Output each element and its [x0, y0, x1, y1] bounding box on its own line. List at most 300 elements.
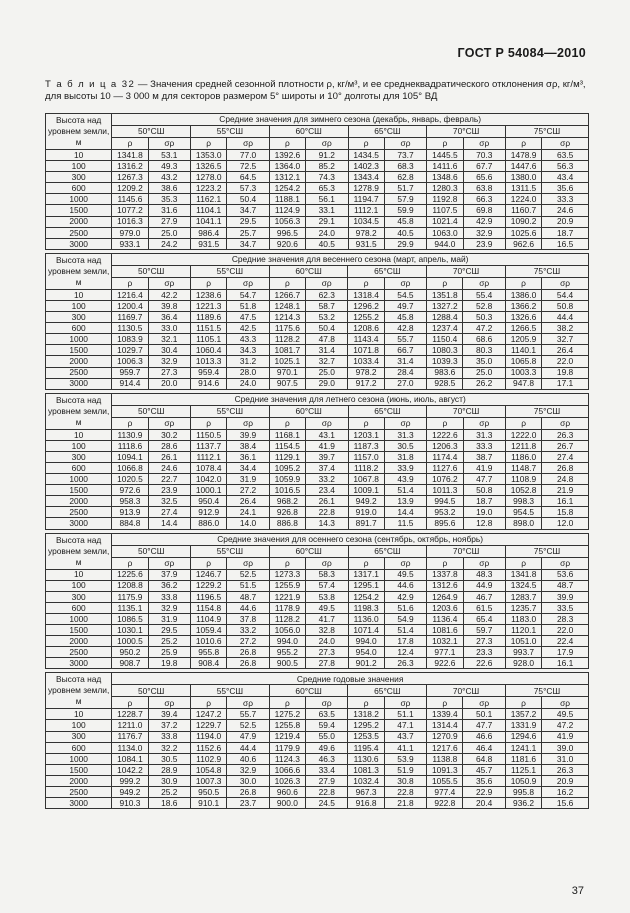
rho-value: 1078.4	[191, 462, 227, 473]
sigma-value: 31.6	[148, 205, 190, 216]
rho-value: 1221.9	[269, 591, 305, 602]
rho-value: 1077.2	[112, 205, 148, 216]
rho-value: 1112.1	[191, 451, 227, 462]
sigma-value: 26.3	[542, 429, 589, 440]
rho-value: 1221.3	[191, 300, 227, 311]
height-value: 2500	[46, 367, 112, 378]
season-title: Средние годовые значения	[112, 673, 589, 685]
latitude-header: 75°СШ	[505, 265, 588, 277]
latitude-header: 60°СШ	[269, 545, 348, 557]
rho-value: 977.4	[427, 787, 463, 798]
sigma-value: 34.4	[227, 462, 269, 473]
sigma-value: 49.7	[384, 300, 426, 311]
sigma-value: 19.8	[148, 658, 190, 669]
sigma-value: 27.9	[148, 216, 190, 227]
rho-header: ρ	[112, 697, 148, 709]
rho-value: 907.5	[269, 378, 305, 389]
sigma-value: 45.8	[384, 312, 426, 323]
height-value: 600	[46, 602, 112, 613]
sigma-value: 42.8	[384, 323, 426, 334]
sigma-value: 43.1	[306, 429, 348, 440]
rho-value: 886.0	[191, 518, 227, 529]
rho-value: 1104.1	[191, 205, 227, 216]
rho-value: 1478.9	[505, 150, 541, 161]
rho-value: 1229.2	[191, 580, 227, 591]
sigma-value: 52.5	[227, 569, 269, 580]
sigma-value: 45.7	[463, 764, 505, 775]
sigma-header: σρ	[384, 138, 426, 150]
rho-value: 978.2	[348, 367, 384, 378]
sigma-value: 32.7	[542, 334, 589, 345]
rho-value: 1288.4	[427, 312, 463, 323]
sigma-value: 29.0	[305, 378, 347, 389]
table-row	[46, 161, 589, 172]
sigma-value: 32.9	[463, 227, 505, 238]
sigma-value: 32.1	[148, 334, 190, 345]
table-row	[46, 636, 589, 647]
rho-value: 928.0	[505, 658, 541, 669]
rho-value: 1266.7	[269, 289, 305, 300]
sigma-value: 80.3	[463, 345, 505, 356]
sigma-value: 48.7	[227, 591, 269, 602]
sigma-value: 57.9	[384, 194, 426, 205]
rho-value: 1214.3	[269, 312, 305, 323]
sigma-value: 57.3	[227, 183, 269, 194]
rho-value: 978.2	[348, 227, 384, 238]
sigma-value: 28.9	[148, 764, 190, 775]
sigma-value: 44.6	[384, 580, 426, 591]
table-row	[46, 238, 589, 249]
rho-value: 1203.1	[348, 429, 384, 440]
rho-value: 1318.4	[348, 289, 384, 300]
latitude-header: 70°СШ	[427, 685, 506, 697]
sigma-value: 42.9	[463, 216, 505, 227]
rho-header: ρ	[191, 138, 227, 150]
rho-value: 936.2	[505, 798, 541, 809]
height-value: 300	[46, 172, 112, 183]
sigma-value: 64.8	[463, 753, 505, 764]
sigma-value: 15.6	[542, 798, 589, 809]
height-column-header: Высота над уровнем земли, м	[46, 673, 112, 709]
table-row	[46, 518, 589, 529]
sigma-value: 31.4	[384, 356, 426, 367]
rho-value: 999.2	[112, 775, 148, 786]
sigma-value: 30.2	[148, 429, 190, 440]
sigma-value: 27.8	[306, 658, 348, 669]
sigma-value: 30.8	[384, 775, 426, 786]
table-row	[46, 462, 589, 473]
table-row	[46, 323, 589, 334]
latitude-header: 60°СШ	[269, 405, 348, 417]
sigma-value: 54.9	[384, 613, 426, 624]
sigma-value: 74.3	[306, 172, 348, 183]
rho-value: 1150.4	[427, 334, 463, 345]
sigma-header: σρ	[148, 557, 190, 569]
rho-value: 920.6	[269, 238, 305, 249]
table-row	[46, 312, 589, 323]
sigma-value: 18.7	[542, 227, 589, 238]
sigma-value: 20.0	[148, 378, 190, 389]
rho-value: 1169.7	[112, 312, 148, 323]
sigma-value: 52.5	[227, 720, 269, 731]
sigma-value: 25.2	[148, 787, 190, 798]
latitude-header: 50°СШ	[112, 126, 191, 138]
sigma-value: 18.6	[148, 798, 190, 809]
sigma-value: 58.7	[305, 300, 347, 311]
sigma-header: σρ	[227, 697, 269, 709]
latitude-header: 75°СШ	[505, 685, 588, 697]
sigma-header: σρ	[542, 277, 589, 289]
sigma-value: 25.0	[148, 227, 190, 238]
rho-value: 1026.3	[269, 775, 305, 786]
sigma-value: 14.3	[306, 518, 348, 529]
sigma-value: 31.9	[148, 613, 190, 624]
sigma-value: 33.8	[148, 731, 190, 742]
height-value: 2000	[46, 496, 112, 507]
rho-value: 972.6	[112, 485, 148, 496]
rho-value: 1216.4	[112, 289, 148, 300]
latitude-header: 65°СШ	[348, 126, 427, 138]
sigma-value: 42.9	[384, 591, 426, 602]
sigma-value: 39.9	[227, 429, 269, 440]
rho-value: 1174.4	[427, 451, 463, 462]
sigma-value: 24.6	[148, 462, 190, 473]
rho-value: 1195.4	[348, 742, 384, 753]
rho-value: 1273.3	[269, 569, 305, 580]
rho-header: ρ	[112, 277, 148, 289]
sigma-value: 55.7	[384, 334, 426, 345]
sigma-value: 25.9	[148, 647, 190, 658]
rho-value: 1137.7	[191, 440, 227, 451]
sigma-header: σρ	[148, 138, 190, 150]
sigma-value: 64.5	[227, 172, 269, 183]
rho-value: 900.0	[269, 798, 305, 809]
sigma-header: σρ	[306, 417, 348, 429]
sigma-value: 32.7	[305, 356, 347, 367]
rho-value: 949.2	[112, 787, 148, 798]
height-value: 300	[46, 451, 112, 462]
sigma-header: σρ	[542, 138, 589, 150]
rho-value: 1052.8	[505, 485, 541, 496]
rho-value: 959.7	[112, 367, 148, 378]
table-row	[46, 658, 589, 669]
rho-value: 1181.6	[505, 753, 541, 764]
rho-value: 1203.6	[427, 602, 463, 613]
sigma-value: 37.8	[227, 613, 269, 624]
sigma-value: 33.0	[148, 323, 190, 334]
sigma-value: 50.4	[305, 323, 347, 334]
sigma-value: 50.8	[463, 485, 505, 496]
sigma-header: σρ	[227, 557, 269, 569]
sigma-value: 34.7	[227, 205, 269, 216]
rho-header: ρ	[112, 417, 148, 429]
height-value: 600	[46, 323, 112, 334]
rho-value: 986.4	[191, 227, 227, 238]
rho-value: 933.1	[112, 238, 148, 249]
rho-value: 1337.8	[427, 569, 463, 580]
rho-value: 1339.4	[427, 709, 463, 720]
latitude-header: 70°СШ	[427, 265, 506, 277]
rho-value: 1411.6	[427, 161, 463, 172]
table-caption	[45, 79, 590, 103]
rho-value: 993.7	[505, 647, 541, 658]
sigma-value: 40.5	[306, 238, 348, 249]
rho-value: 1331.9	[505, 720, 541, 731]
sigma-header: σρ	[148, 697, 190, 709]
sigma-value: 51.8	[227, 300, 269, 311]
rho-value: 1351.8	[427, 289, 463, 300]
sigma-value: 63.5	[306, 709, 348, 720]
sigma-value: 49.3	[148, 161, 190, 172]
sigma-value: 50.4	[227, 194, 269, 205]
latitude-header: 60°СШ	[269, 126, 348, 138]
sigma-value: 31.2	[227, 356, 269, 367]
rho-value: 1007.3	[191, 775, 227, 786]
rho-value: 912.9	[191, 507, 227, 518]
sigma-value: 17.1	[542, 378, 589, 389]
rho-value: 1059.4	[191, 625, 227, 636]
rho-header: ρ	[191, 417, 227, 429]
rho-value: 1187.3	[348, 440, 384, 451]
rho-header: ρ	[191, 557, 227, 569]
sigma-header: σρ	[384, 557, 426, 569]
latitude-header: 75°СШ	[505, 126, 588, 138]
table-row	[46, 569, 589, 580]
rho-value: 1157.0	[348, 451, 384, 462]
rho-value: 950.2	[112, 647, 148, 658]
rho-header: ρ	[427, 697, 463, 709]
sigma-value: 27.0	[384, 378, 426, 389]
rho-value: 928.5	[427, 378, 463, 389]
sigma-value: 27.2	[227, 485, 269, 496]
height-value: 2500	[46, 227, 112, 238]
table-row	[46, 602, 589, 613]
height-value: 10	[46, 569, 112, 580]
sigma-value: 61.5	[463, 602, 505, 613]
rho-value: 1211.8	[505, 440, 541, 451]
sigma-value: 30.5	[384, 440, 426, 451]
rho-value: 900.5	[269, 658, 305, 669]
rho-value: 1006.3	[112, 356, 148, 367]
sigma-value: 17.8	[384, 636, 426, 647]
rho-header: ρ	[505, 277, 541, 289]
season-table	[45, 113, 589, 250]
rho-value: 1364.0	[269, 161, 305, 172]
sigma-value: 26.7	[542, 440, 589, 451]
latitude-header: 60°СШ	[269, 685, 348, 697]
rho-value: 1056.0	[269, 625, 305, 636]
rho-value: 926.8	[269, 507, 305, 518]
rho-value: 1050.9	[505, 775, 541, 786]
rho-header: ρ	[191, 277, 227, 289]
rho-value: 1013.3	[191, 356, 227, 367]
sigma-value: 59.9	[384, 205, 426, 216]
rho-value: 1168.1	[269, 429, 305, 440]
sigma-value: 51.7	[384, 183, 426, 194]
rho-value: 1042.2	[112, 764, 148, 775]
table-row	[46, 775, 589, 786]
rho-header: ρ	[348, 557, 384, 569]
rho-value: 1247.2	[191, 709, 227, 720]
rho-value: 1353.0	[191, 150, 227, 161]
rho-value: 983.6	[427, 367, 463, 378]
sigma-value: 22.8	[384, 787, 426, 798]
sigma-value: 47.7	[463, 474, 505, 485]
sigma-value: 28.0	[227, 367, 269, 378]
rho-value: 1162.1	[191, 194, 227, 205]
sigma-value: 51.9	[384, 764, 426, 775]
rho-value: 1020.5	[112, 474, 148, 485]
sigma-value: 38.2	[542, 323, 589, 334]
sigma-value: 12.8	[463, 518, 505, 529]
rho-value: 1267.3	[112, 172, 148, 183]
height-column-header: Высота над уровнем земли, м	[46, 533, 112, 569]
rho-value: 1091.3	[427, 764, 463, 775]
rho-value: 1129.1	[269, 451, 305, 462]
table-row	[46, 150, 589, 161]
rho-value: 1324.5	[505, 580, 541, 591]
sigma-value: 30.9	[148, 775, 190, 786]
rho-value: 1051.0	[505, 636, 541, 647]
height-value: 10	[46, 289, 112, 300]
rho-value: 1000.1	[191, 485, 227, 496]
rho-value: 950.4	[191, 496, 227, 507]
height-value: 3000	[46, 518, 112, 529]
sigma-value: 39.0	[542, 742, 589, 753]
sigma-value: 47.1	[384, 720, 426, 731]
table-row	[46, 647, 589, 658]
sigma-value: 33.3	[463, 440, 505, 451]
height-column-header: Высота над уровнем земли, м	[46, 114, 112, 150]
rho-value: 916.8	[348, 798, 384, 809]
sigma-value: 19.8	[542, 367, 589, 378]
sigma-value: 31.4	[305, 345, 347, 356]
rho-value: 1175.6	[269, 323, 305, 334]
sigma-value: 22.7	[148, 474, 190, 485]
rho-value: 1083.9	[112, 334, 148, 345]
table-row	[46, 429, 589, 440]
sigma-value: 48.7	[542, 580, 589, 591]
sigma-value: 54.5	[384, 289, 426, 300]
sigma-value: 16.1	[542, 496, 589, 507]
sigma-value: 26.3	[384, 658, 426, 669]
sigma-value: 59.7	[463, 625, 505, 636]
sigma-value: 20.9	[542, 775, 589, 786]
page-number: 37	[571, 885, 584, 897]
sigma-value: 53.2	[305, 312, 347, 323]
rho-value: 1183.0	[505, 613, 541, 624]
rho-value: 886.8	[269, 518, 305, 529]
sigma-value: 31.0	[542, 753, 589, 764]
sigma-value: 56.3	[542, 161, 589, 172]
table-row	[46, 474, 589, 485]
sigma-value: 27.4	[148, 507, 190, 518]
rho-value: 1084.1	[112, 753, 148, 764]
sigma-value: 32.8	[306, 625, 348, 636]
table-row	[46, 507, 589, 518]
height-value: 300	[46, 591, 112, 602]
rho-value: 994.0	[269, 636, 305, 647]
table-row	[46, 485, 589, 496]
rho-header: ρ	[348, 138, 384, 150]
rho-value: 960.6	[269, 787, 305, 798]
rho-value: 1039.3	[427, 356, 463, 367]
rho-value: 931.5	[191, 238, 227, 249]
height-value: 2500	[46, 787, 112, 798]
rho-header: ρ	[269, 138, 305, 150]
table-row	[46, 580, 589, 591]
sigma-value: 35.6	[542, 183, 589, 194]
sigma-value: 41.9	[306, 440, 348, 451]
rho-value: 1025.1	[269, 356, 305, 367]
sigma-value: 42.2	[148, 289, 190, 300]
sigma-value: 16.1	[542, 658, 589, 669]
height-value: 2500	[46, 507, 112, 518]
rho-value: 1253.5	[348, 731, 384, 742]
sigma-value: 31.8	[384, 451, 426, 462]
rho-header: ρ	[112, 557, 148, 569]
sigma-value: 43.3	[227, 334, 269, 345]
sigma-value: 18.7	[463, 496, 505, 507]
sigma-value: 47.2	[463, 323, 505, 334]
height-value: 2000	[46, 216, 112, 227]
rho-value: 1016.3	[112, 216, 148, 227]
sigma-value: 77.0	[227, 150, 269, 161]
rho-value: 1225.6	[112, 569, 148, 580]
sigma-value: 27.3	[306, 647, 348, 658]
rho-header: ρ	[269, 417, 305, 429]
sigma-value: 26.8	[542, 462, 589, 473]
rho-value: 1254.2	[269, 183, 305, 194]
sigma-value: 26.8	[227, 658, 269, 669]
table-row	[46, 591, 589, 602]
height-value: 3000	[46, 798, 112, 809]
rho-value: 1343.4	[348, 172, 384, 183]
rho-value: 1283.7	[505, 591, 541, 602]
rho-value: 1066.8	[112, 462, 148, 473]
rho-value: 1228.7	[112, 709, 148, 720]
season-table	[45, 533, 589, 670]
rho-value: 1275.2	[269, 709, 305, 720]
sigma-value: 14.4	[148, 518, 190, 529]
sigma-value: 50.1	[463, 709, 505, 720]
rho-value: 1255.9	[269, 580, 305, 591]
rho-value: 1402.3	[348, 161, 384, 172]
rho-value: 1229.7	[191, 720, 227, 731]
rho-value: 1341.8	[505, 569, 541, 580]
rho-value: 1366.2	[505, 300, 541, 311]
rho-value: 1318.2	[348, 709, 384, 720]
rho-value: 1189.6	[191, 312, 227, 323]
rho-value: 908.4	[191, 658, 227, 669]
sigma-value: 29.9	[384, 238, 426, 249]
data-tables	[45, 113, 589, 812]
rho-value: 949.2	[348, 496, 384, 507]
sigma-value: 24.0	[306, 636, 348, 647]
latitude-header: 65°СШ	[348, 405, 427, 417]
sigma-header: σρ	[463, 417, 505, 429]
latitude-header: 55°СШ	[191, 685, 270, 697]
rho-value: 1208.6	[348, 323, 384, 334]
sigma-value: 67.7	[463, 161, 505, 172]
rho-header: ρ	[269, 697, 305, 709]
sigma-value: 27.2	[227, 636, 269, 647]
sigma-value: 53.6	[542, 569, 589, 580]
rho-header: ρ	[505, 697, 541, 709]
rho-value: 901.2	[348, 658, 384, 669]
sigma-value: 38.6	[148, 183, 190, 194]
rho-value: 1000.5	[112, 636, 148, 647]
